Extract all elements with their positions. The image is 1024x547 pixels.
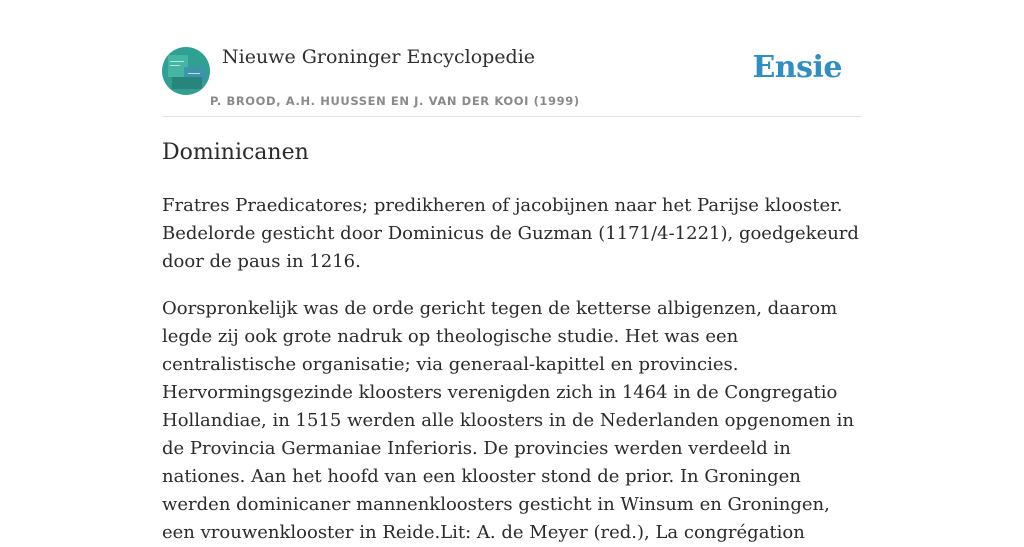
article-paragraph: Oorspronkelijk was de orde gericht tegen de ketterse albigenzen, daarom legde zij ook grote nadruk op theologische studie. Het was een centralistische organisatie; via generaal-kapittel en provincies. Hervormingsgezinde kloosters verenigden zich in 1464 in de Congregatio Hollandiae, in 1515 werden alle kloosters in de Nederlanden opgenomen in de Provincia Germaniae Inferioris. De provincies werden verdeeld in nationes. Aan het hoofd van een klooster stond de prior. In Groningen werden dominicaner mannenkloosters gesticht in Winsum en Groningen, een vrouwenklooster in Reide.Lit: A. de Meyer (red.), La congrégation	[162, 298, 854, 543]
cover-pattern	[172, 77, 202, 89]
book-cover-thumbnail[interactable]	[162, 47, 210, 95]
cover-pattern	[170, 61, 184, 62]
encyclopedia-title[interactable]: Nieuwe Groninger Encyclopedie	[222, 46, 536, 68]
encyclopedia-header	[162, 44, 862, 117]
encyclopedia-authors: P. BROOD, A.H. HUUSSEN EN J. VAN DER KOOI (1999)	[210, 94, 580, 108]
cover-pattern	[170, 65, 180, 66]
cover-pattern	[188, 73, 200, 74]
article-paragraph: Fratres Praedicatores; predikheren of jacobijnen naar het Parijse klooster. Bedelorde gesticht door Dominicus de Guzman (1171/4-1221), goedgekeurd door de paus in 1216.	[162, 195, 859, 272]
ensie-logo-link[interactable]: Ensie	[752, 50, 842, 85]
article-title: Dominicanen	[162, 140, 309, 165]
